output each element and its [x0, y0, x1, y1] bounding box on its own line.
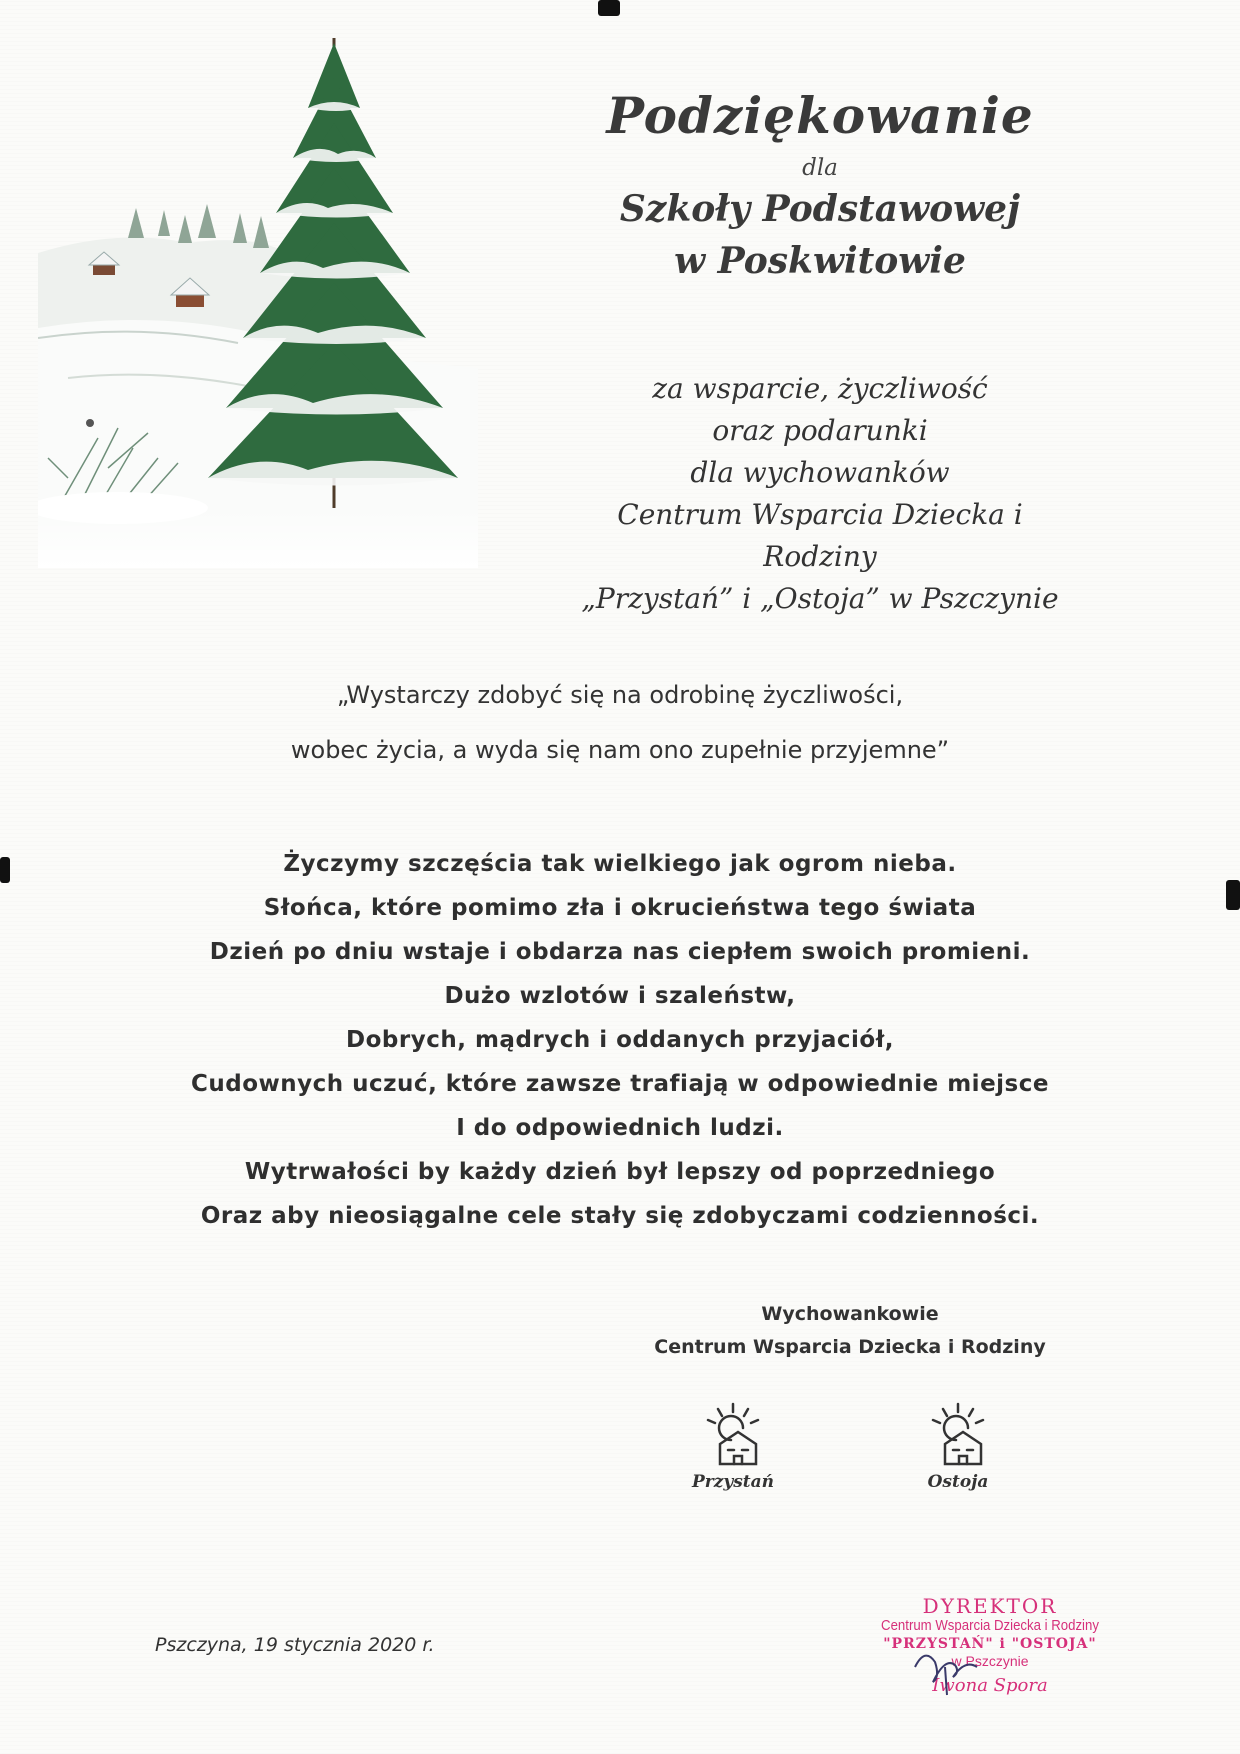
wishes-poem — [140, 842, 1100, 1238]
wish-line: Dzień po dniu wstaje i obdarza nas ciepłem swoich promieni. — [209, 939, 1031, 965]
thanks-line: oraz podarunki — [712, 414, 928, 447]
stamp-city: w Pszczynie — [951, 1653, 1029, 1669]
signoff-line: Wychowankowie — [761, 1303, 939, 1325]
wish-line: Słońca, które pomimo zła i okrucieństwa tego świata — [263, 895, 977, 921]
school-name-line2: w Poskwitowie — [674, 240, 966, 282]
certificate-title: Podziękowanie — [606, 86, 1034, 145]
quote — [140, 668, 1100, 778]
certificate-header — [540, 86, 1100, 285]
przystan-label: Przystań — [691, 1472, 775, 1492]
thanks-line: Centrum Wsparcia Dziecka i Rodziny — [617, 498, 1023, 573]
place-date: Pszczyna, 19 stycznia 2020 r. — [155, 1634, 435, 1656]
bird-icon — [86, 419, 94, 427]
house-sun-icon — [698, 1400, 768, 1470]
for-label: dla — [802, 155, 838, 181]
handwritten-signature — [905, 1637, 995, 1697]
ostoja-label: Ostoja — [927, 1472, 989, 1492]
signoff-line: Centrum Wsparcia Dziecka i Rodziny — [654, 1336, 1046, 1358]
wish-line: Dużo wzlotów i szaleństw, — [444, 983, 796, 1009]
frame-clip-left — [0, 857, 10, 883]
winter-tree-illustration — [38, 38, 478, 568]
wish-line: I do odpowiednich ludzi. — [456, 1115, 784, 1141]
ostoja-logo — [898, 1400, 1018, 1492]
przystan-logo — [673, 1400, 793, 1492]
stamp-title: DYREKTOR — [922, 1594, 1058, 1618]
school-name-line1: Szkoły Podstawowej — [619, 188, 1021, 230]
frame-clip-right — [1226, 880, 1240, 910]
house-sun-icon — [923, 1400, 993, 1470]
wish-line: Oraz aby nieosiągalne cele stały się zdobyczami codzienności. — [200, 1203, 1040, 1229]
thanks-line: dla wychowanków — [690, 456, 950, 489]
quote-line: wobec życia, a wyda się nam ono zupełnie przyjemne” — [290, 736, 950, 764]
wish-line: Życzymy szczęścia tak wielkiego jak ogrom nieba. — [283, 851, 957, 877]
thanks-text — [560, 368, 1080, 620]
frame-clip-top — [598, 0, 620, 16]
stamp-person: Iwona Spora — [932, 1675, 1048, 1696]
thanks-line: za wsparcie, życzliwość — [652, 372, 988, 405]
thanks-line: „Przystań” i „Ostoja” w Pszczynie — [581, 582, 1059, 615]
stamp-names: "PRZYSTAŃ" i "OSTOJA" — [883, 1636, 1097, 1652]
stamp-institution: Centrum Wsparcia Dziecka i Rodziny — [881, 1617, 1099, 1634]
signoff — [610, 1298, 1090, 1364]
wish-line: Dobrych, mądrych i oddanych przyjaciół, — [346, 1027, 894, 1053]
quote-line: „Wystarczy zdobyć się na odrobinę życzliwości, — [336, 681, 904, 709]
wish-line: Wytrwałości by każdy dzień był lepszy od poprzedniego — [244, 1159, 996, 1185]
wish-line: Cudownych uczuć, które zawsze trafiają w odpowiednie miejsce — [191, 1071, 1049, 1097]
